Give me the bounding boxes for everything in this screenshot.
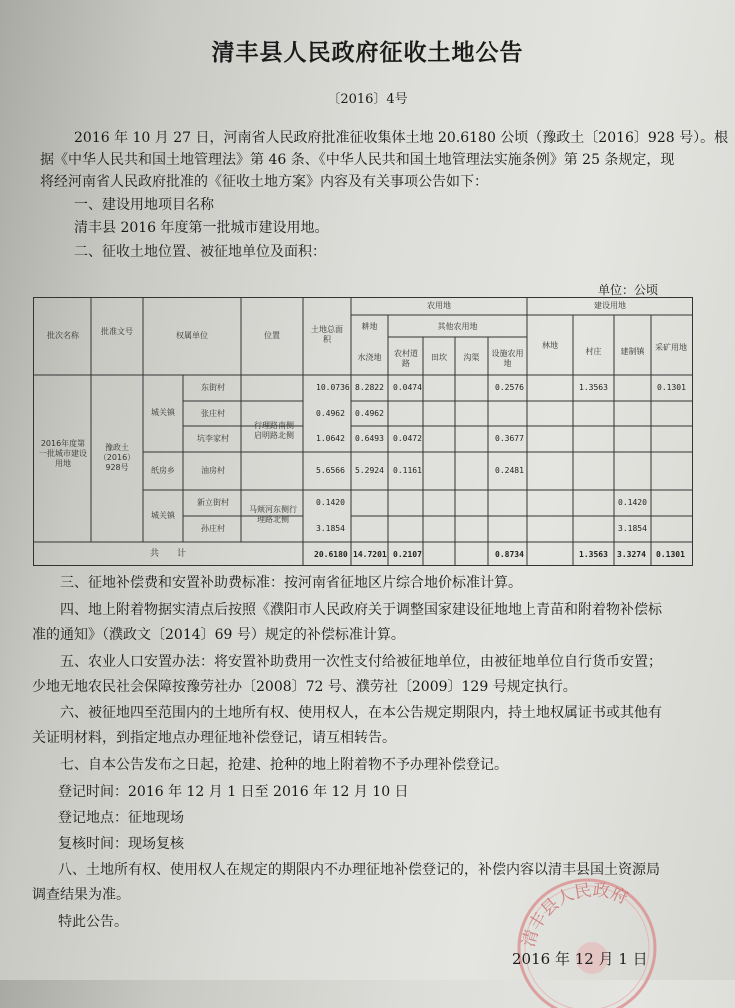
land-table [33,297,693,566]
r3-total: 1.0642 [316,434,345,443]
section-heading: 一、建设用地项目名称 [74,197,214,213]
header-mining: 采矿用地 [655,343,687,352]
sum-facility: 0.8734 [495,550,524,559]
header-batch: 批次名称 [47,331,79,340]
intro-line: 据《中华人民共和国土地管理法》第 46 条、《中华人民共和国土地管理法实施条例》第 25 条规定，现 [40,152,675,168]
approval-number: 豫政土（2016）928号 [98,443,136,472]
body-line: 五、农业人口安置办法：将安置补助费用一次性支付给被征地单位，由被征地单位自行货币安置； [60,654,662,670]
header-farmland: 农用地 [427,301,451,310]
table-grid-lines [33,297,693,566]
header-village: 村庄 [585,347,602,356]
r2-total: 0.4962 [316,409,345,418]
r1-village: 1.3563 [579,383,608,392]
r1-village-road: 0.0474 [393,383,422,392]
registration-place: 登记地点：征地现场 [58,810,184,826]
r3-village-road: 0.0472 [393,434,422,443]
body-line: 八、土地所有权、使用权人在规定的期限内不办理征地补偿登记的，补偿内容以清丰县国土资源局 [58,862,660,878]
sum-irrigated: 14.7201 [353,550,387,559]
header-town: 建制镇 [620,347,645,356]
header-total-area: 土地总面积 [311,325,343,344]
town-chengguan-2: 城关镇 [151,511,175,520]
r5-town: 0.1420 [618,498,647,507]
review-time: 复核时间：现场复核 [58,836,184,852]
header-owner: 权属单位 [176,331,208,340]
header-construction: 建设用地 [594,301,626,310]
sum-village-road: 0.2107 [393,550,422,559]
document-number: 〔2016〕4号 [327,92,408,107]
body-line: 关证明材料，到指定地点办理征地补偿登记，请互相转告。 [32,730,396,746]
r1-facility: 0.2576 [495,383,524,392]
header-facility-land: 设施农用地 [491,349,524,368]
sum-total: 20.6180 [314,550,348,559]
r6-total: 3.1854 [316,524,345,533]
town-chengguan: 城关镇 [151,408,175,417]
issue-date: 2016 年 12 月 1 日 [512,950,648,968]
body-line: 六、被征地四至范围内的土地所有权、使用权人，在本公告规定期限内，持土地权属证书或其他有 [60,705,662,721]
r1-mining: 0.1301 [657,383,686,392]
body-line: 七、自本公告发布之日起，抢建、抢种的地上附着物不予办理补偿登记。 [60,757,508,773]
header-other-farmland: 其他农用地 [437,322,478,331]
registration-time: 登记时间：2016 年 12 月 1 日至 2016 年 12 月 10 日 [58,784,409,800]
village-5: 新立街村 [197,498,229,507]
intro-line: 将经河南省人民政府批准的《征收土地方案》内容及有关事项公告如下： [40,174,488,190]
r3-irrigated: 0.6493 [355,434,384,443]
r4-facility: 0.2481 [495,466,524,475]
section-heading: 二、征收土地位置、被征地单位及面积： [74,244,326,260]
document-title: 清丰县人民政府征收土地公告 [211,40,524,66]
header-approval: 批准文号 [101,327,133,336]
svg-text:清丰县人民政府: 清丰县人民政府 [518,880,631,950]
header-irrigated: 水浇地 [357,353,382,362]
village-2: 张庄村 [201,409,225,418]
r1-total: 10.0736 [316,383,350,392]
location-2: 马颊河东侧行理路北侧 [249,505,297,524]
body-line: 四、地上附着物据实清点后按照《濮阳市人民政府关于调整国家建设征地地上青苗和附着物补偿标 [60,602,662,618]
body-line: 三、征地补偿费和安置补助费标准：按河南省征地区片综合地价标准计算。 [60,575,522,591]
unit-label: 单位：公顷 [598,283,659,297]
sum-town: 3.3274 [617,550,646,559]
closing-line: 特此公告。 [58,914,128,930]
village-6: 孙庄村 [201,524,225,533]
village-3: 坑李家村 [197,434,229,443]
r4-irrigated: 5.2924 [355,466,384,475]
header-forest: 林地 [542,341,558,350]
r4-village-road: 0.1161 [393,466,422,475]
header-location: 位置 [264,331,280,340]
r3-facility: 0.3677 [495,434,524,443]
section-body: 清丰县 2016 年度第一批城市建设用地。 [74,220,329,236]
official-seal-icon [512,858,662,1008]
batch-name: 2016年度第一批城市建设用地 [39,439,87,468]
r4-total: 5.6566 [316,466,345,475]
header-cultivated: 耕地 [361,322,378,331]
r2-irrigated: 0.4962 [355,409,384,418]
village-1: 东街村 [201,383,225,392]
r5-total: 0.1420 [316,498,345,507]
sum-label: 共 计 [149,549,186,559]
sum-village: 1.3563 [579,550,608,559]
town-zhifang: 纸房乡 [151,466,175,475]
body-line: 少地无地农民社会保障按豫劳社办〔2008〕72 号、濮劳社〔2009〕129 号规定执行。 [32,679,577,695]
r1-irrigated: 8.2822 [355,383,384,392]
body-line: 准的通知》（濮政文〔2014〕69 号）规定的补偿标准计算。 [32,627,405,643]
village-4: 油房村 [201,466,225,475]
header-ditch: 沟渠 [463,353,480,362]
sum-mining: 0.1301 [656,550,685,559]
r6-town: 3.1854 [618,524,647,533]
intro-line: 2016 年 10 月 27 日，河南省人民政府批准征收集体土地 20.6180 公顷（豫政土〔2016〕928 号）。根 [74,130,729,146]
body-line: 调查结果为准。 [32,887,130,903]
location-1: 行理路南侧启明路北侧 [254,421,294,440]
header-field-ridge: 田坎 [431,353,447,362]
header-village-road: 农村道路 [394,349,418,368]
